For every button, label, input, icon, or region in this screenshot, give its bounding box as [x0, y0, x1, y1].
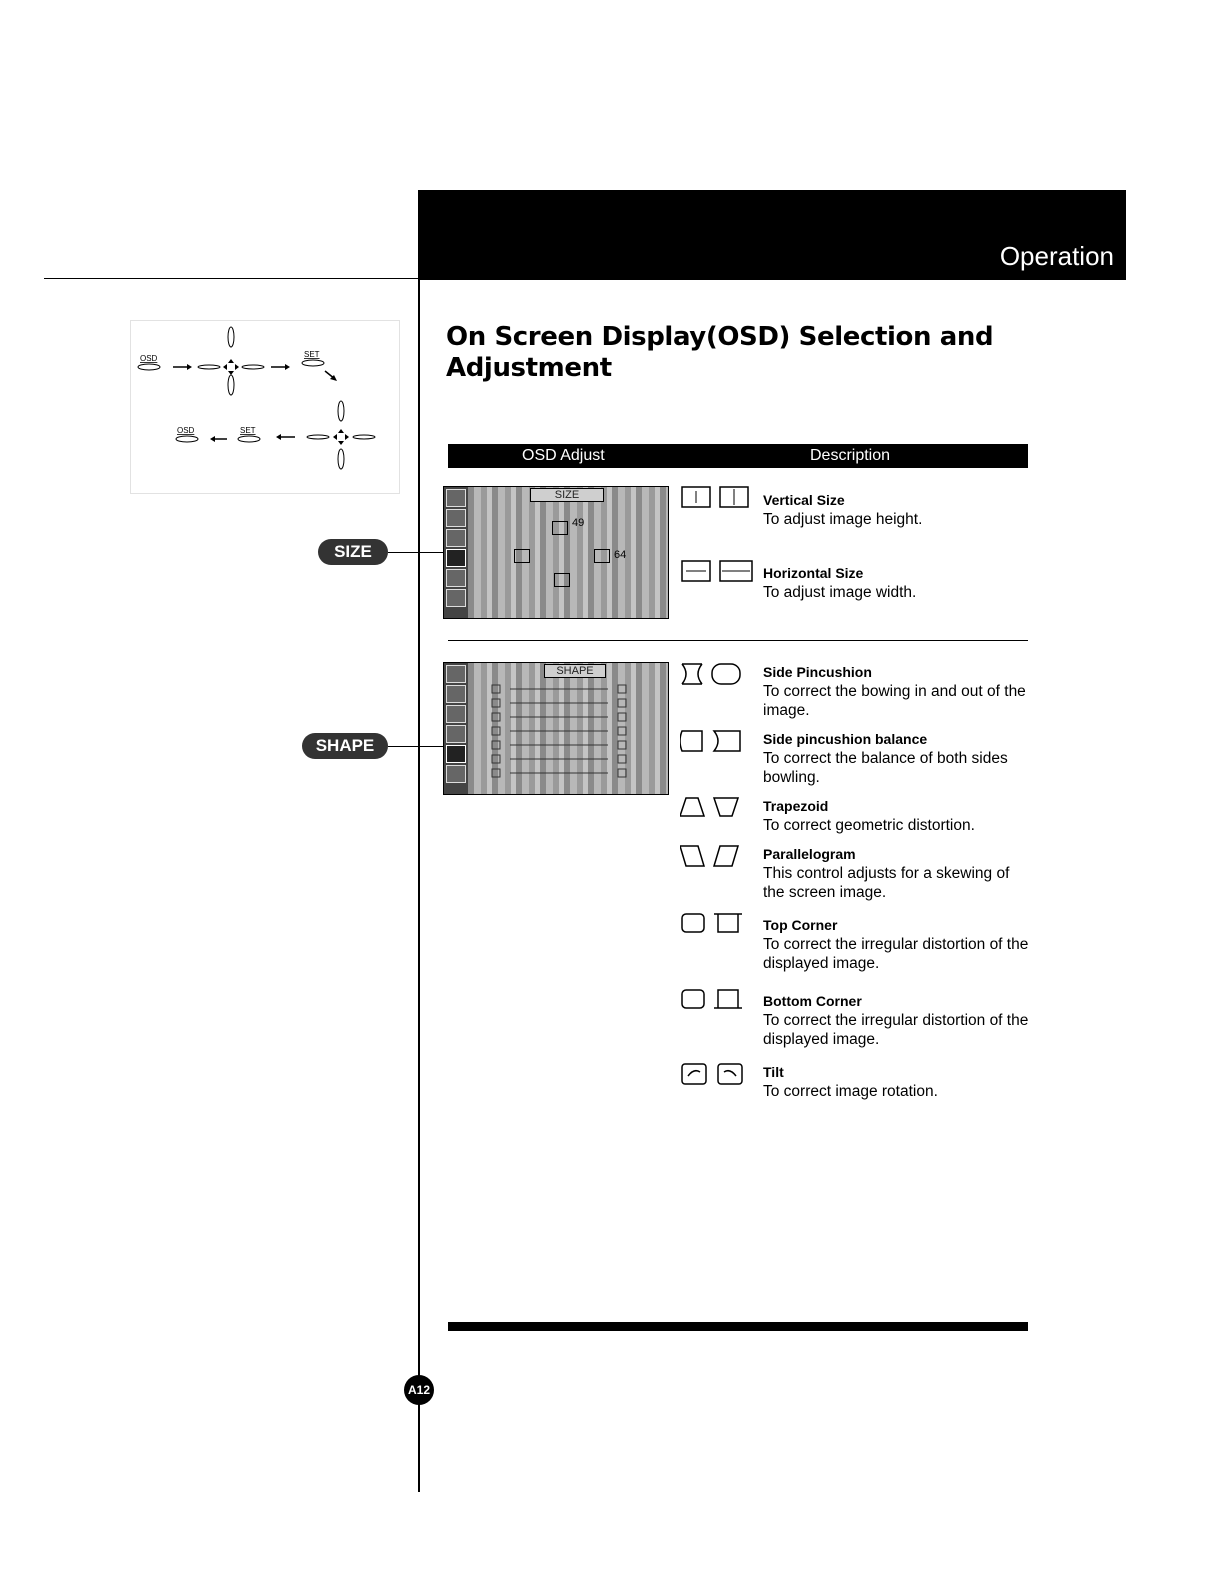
shape-osd-rows — [488, 681, 638, 787]
top-corner-out-icon — [714, 914, 742, 932]
section-divider — [448, 640, 1028, 641]
desc-title-horizontal-size: Horizontal Size — [763, 565, 864, 581]
shape-osd-screen — [443, 662, 669, 795]
osd-horizontal-value: 64 — [614, 549, 627, 561]
parallelogram-left-icon — [680, 846, 704, 866]
desc-title-vertical-size: Vertical Size — [763, 492, 845, 508]
pin-balance-right-icon — [714, 731, 740, 751]
desc-text-vertical-size: To adjust image height. — [763, 511, 923, 528]
arrow-head-icon — [187, 364, 192, 370]
osd-sidebar — [444, 487, 468, 618]
flow-osd-label-2: OSD — [177, 426, 195, 435]
tilt-right-icon — [718, 1064, 742, 1084]
desc-title-top-corner: Top Corner — [763, 917, 838, 933]
up-button-icon-2 — [338, 401, 344, 421]
bottom-corner-out-icon — [714, 990, 742, 1008]
col-description: Description — [810, 447, 891, 464]
desc-title-bottom-corner: Bottom Corner — [763, 993, 862, 1009]
flow-set-label-2: SET — [240, 426, 256, 435]
parallelogram-right-icon — [714, 846, 738, 866]
osd-size-tag: SIZE — [530, 488, 604, 502]
desc-text-tilt: To correct image rotation. — [763, 1083, 938, 1100]
desc-title-parallelogram: Parallelogram — [763, 846, 856, 862]
desc-text-bottom-corner: To correct the irregular distortion of the displayed image. — [763, 1012, 1029, 1048]
col-osd-adjust: OSD Adjust — [522, 447, 605, 464]
flow-arrows — [131, 321, 399, 493]
desc-text-parallelogram: This control adjusts for a skewing of the screen image. — [763, 865, 1010, 901]
osd-flow-diagram — [130, 320, 400, 494]
vertical-size-icon-2 — [554, 573, 570, 587]
pin-balance-left-icon — [680, 731, 702, 751]
bottom-bar — [448, 1322, 1028, 1331]
section-title: Operation — [999, 241, 1114, 271]
flow-osd-label-1: OSD — [140, 354, 158, 363]
osd-shape-tag: SHAPE — [544, 664, 606, 678]
pincushion-out-icon — [712, 664, 740, 684]
left-button-icon — [198, 365, 220, 369]
size-osd-screen — [443, 486, 669, 619]
bottom-corner-in-icon — [682, 990, 704, 1008]
header-bar — [418, 190, 1126, 280]
trapezoid-top-icon — [680, 798, 704, 816]
osd-sidebar-shape — [444, 663, 468, 794]
tilt-left-icon — [682, 1064, 706, 1084]
shape-connector — [388, 746, 444, 747]
desc-title-tilt: Tilt — [763, 1064, 784, 1080]
desc-text-side-pincushion: To correct the bowing in and out of the image. — [763, 683, 1026, 719]
set-button-icon — [302, 360, 324, 366]
table-header — [448, 444, 1028, 468]
right-button-icon — [242, 365, 264, 369]
size-label-pill: SIZE — [318, 539, 388, 565]
down-button-icon — [228, 375, 234, 395]
page-number-badge: A12 — [404, 1375, 434, 1405]
pincushion-in-icon — [682, 664, 702, 684]
osd-button-icon — [138, 364, 160, 370]
desc-text-top-corner: To correct the irregular distortion of the displayed image. — [763, 936, 1029, 972]
vertical-size-icon — [552, 521, 568, 535]
desc-text-horizontal-size: To adjust image width. — [763, 584, 917, 601]
desc-title-side-pincushion-balance: Side pincushion balance — [763, 731, 928, 747]
desc-text-trapezoid: To correct geometric distortion. — [763, 817, 975, 834]
up-button-icon — [228, 327, 234, 347]
desc-text-side-pincushion-balance: To correct the balance of both sides bowling. — [763, 750, 1008, 786]
flow-set-label-1: SET — [304, 350, 320, 359]
horizontal-size-icon-2 — [594, 549, 610, 563]
horizontal-size-icon — [514, 549, 530, 563]
vertical-rule — [418, 190, 420, 1492]
desc-title-trapezoid: Trapezoid — [763, 798, 829, 814]
desc-title-side-pincushion: Side Pincushion — [763, 664, 872, 680]
top-corner-in-icon — [682, 914, 704, 932]
trapezoid-bottom-icon — [714, 798, 738, 816]
top-rule — [44, 278, 420, 279]
down-button-icon-2 — [338, 449, 344, 469]
shape-label-pill: SHAPE — [302, 733, 388, 759]
page-title: On Screen Display(OSD) Selection and Adjustment — [446, 322, 994, 383]
shape-description-icons — [680, 660, 760, 1100]
size-connector — [388, 552, 444, 553]
size-description-icons — [680, 485, 760, 605]
osd-vertical-value: 49 — [572, 517, 585, 529]
